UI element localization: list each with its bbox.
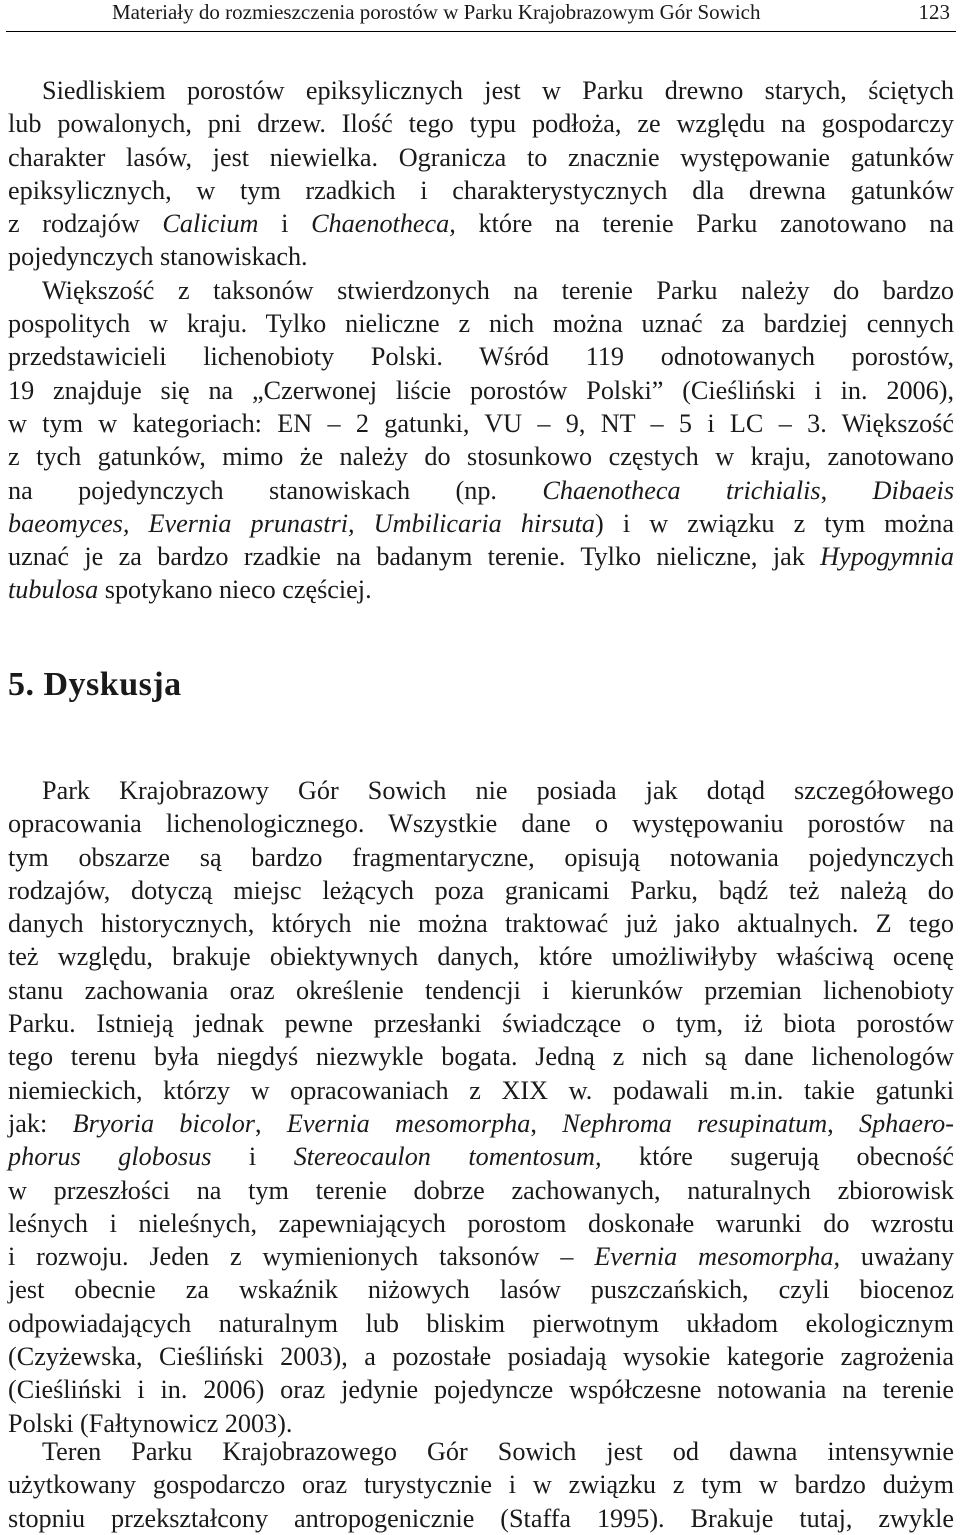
text-run: 19 znajduje się na „Czerwonej liście porostów Polski” (Cieśliński i in. 2006),: [8, 375, 954, 405]
text-line: [8, 141, 954, 174]
text-run: uważany: [840, 1242, 954, 1272]
text-line: [8, 207, 954, 240]
text-run: lub powalonych, pni drzew. Ilość tego typu podłoża, ze względu na gospodarczy: [8, 109, 954, 139]
text-run: które na terenie Parku zanotowano na: [455, 209, 954, 239]
text-line: [8, 1174, 954, 1207]
text-run: ,: [827, 1108, 859, 1138]
taxon-name: phorus globosus: [8, 1142, 212, 1172]
text-run: leśnych i nieleśnych, zapewniających porostom doskonałe warunki do wzrostu: [8, 1208, 954, 1238]
running-title: Materiały do rozmieszczenia porostów w Parku Krajobrazowym Gór Sowich: [112, 0, 761, 24]
text-run: jest obecnie za wskaźnik niżowych lasów puszczańskich, czyli biocenoz: [8, 1275, 954, 1305]
text-run: Większość z taksonów stwierdzonych na terenie Parku należy do bardzo: [42, 275, 954, 305]
text-run: ,: [530, 1108, 563, 1138]
text-run: użytkowany gospodarczo oraz turystycznie i w związku z tym w bardzo dużym: [8, 1470, 954, 1500]
text-run: ) i w związku z tym można: [595, 508, 954, 538]
text-run: niemieckich, którzy w opracowaniach z XIX w. podawali m.in. takie gatunki: [8, 1075, 954, 1105]
text-line: [8, 1074, 954, 1107]
text-line: [8, 940, 954, 973]
text-run: Park Krajobrazowy Gór Sowich nie posiada jak dotąd szczegółowego: [42, 776, 954, 805]
taxon-name: Evernia mesomorpha,: [594, 1242, 841, 1272]
text-line: [8, 1373, 954, 1406]
text-line: [8, 374, 954, 407]
text-line: [8, 340, 954, 373]
text-line: [8, 1007, 954, 1040]
taxon-name: Sphaero-: [858, 1108, 955, 1138]
text-run: Parku. Istnieją jednak pewne przesłanki świadczące o tym, iż biota porostów: [8, 1009, 954, 1039]
text-run: przedstawicieli lichenobioty Polski. Wśród 119 odnotowanych porostów,: [8, 342, 954, 372]
text-run: z rodzajów: [8, 209, 163, 239]
text-line: [8, 74, 954, 107]
text-run: i: [258, 209, 312, 239]
text-line: [8, 407, 954, 440]
page-number: 123: [918, 0, 950, 24]
text-line: [8, 573, 954, 606]
text-line: [8, 307, 954, 340]
text-run: spotykano nieco częściej.: [98, 575, 372, 605]
text-line: [8, 174, 954, 207]
text-run: ,: [820, 475, 873, 505]
taxon-name: Hypogymnia: [820, 542, 954, 572]
text-line: [8, 841, 954, 874]
section-heading: 5. Dyskusja: [8, 666, 182, 703]
text-line: [8, 1140, 954, 1173]
paragraph-epixylic-lichens: [8, 74, 954, 607]
text-run: stanu zachowania oraz określenie tendencji i kierunków przemian lichenobioty: [8, 975, 954, 1005]
text-line: [8, 974, 954, 1007]
text-line: [8, 1307, 954, 1340]
text-line: [8, 474, 954, 507]
text-run: Teren Parku Krajobrazowego Gór Sowich jest od dawna intensywnie: [42, 1437, 954, 1466]
taxon-name: Nephroma resupinatum: [562, 1108, 828, 1138]
text-run: pospolitych w kraju. Tylko nieliczne z nich można uznać za bardziej cennych: [8, 309, 954, 339]
text-line: [8, 1040, 954, 1073]
text-line: [8, 240, 954, 273]
text-run: charakter lasów, jest niewielka. Ogranicza to znacznie występowanie gatunków: [8, 142, 954, 172]
text-line: [8, 1273, 954, 1306]
text-run: danych historycznych, których nie można traktować już jako aktualnych. Z tego: [8, 909, 954, 939]
text-line: [8, 874, 954, 907]
text-run: Polski (Fałtynowicz 2003).: [8, 1408, 293, 1438]
text-run: tym obszarze są bardzo fragmentaryczne, opisują notowania pojedynczych: [8, 842, 954, 872]
text-run: i: [211, 1142, 294, 1172]
text-run: uznać je za bardzo rzadkie na badanym terenie. Tylko nieliczne, jak: [8, 542, 821, 572]
taxon-name: Evernia mesomorpha: [286, 1108, 531, 1138]
text-run: na pojedynczych stanowiskach (np.: [8, 475, 543, 505]
text-run: też względu, brakuje obiektywnych danych, które umożliwiłyby właściwą ocenę: [8, 942, 954, 972]
text-run: ,: [255, 1108, 287, 1138]
text-line: [8, 274, 954, 307]
text-run: (Cieśliński i in. 2006) oraz jedynie pojedyncze współczesne notowania na terenie: [8, 1375, 954, 1405]
text-run: (Czyżewska, Cieśliński 2003), a pozostałe posiadają wysokie kategorie zagrożenia: [8, 1342, 954, 1372]
text-run: które sugerują obecność: [601, 1142, 954, 1172]
taxon-name: Bryoria bicolor: [72, 1108, 255, 1138]
taxon-name: Calicium: [162, 209, 259, 239]
text-run: i rozwoju. Jeden z wymienionych taksonów –: [8, 1242, 595, 1272]
text-run: stopniu przekształcony antropogenicznie (Staffa 1995). Brakuje tutaj, zwykle: [8, 1503, 954, 1533]
paragraph-anthropogenic-change: [8, 1435, 954, 1535]
taxon-name: baeomyces, Evernia prunastri, Umbilicaria hirsuta: [8, 508, 596, 538]
text-line: [8, 540, 954, 573]
paragraph-discussion: [8, 774, 954, 1440]
taxon-name: Stereocaulon tomentosum,: [293, 1142, 602, 1172]
text-line: [8, 907, 954, 940]
text-run: epiksylicznych, w tym rzadkich i charakterystycznych dla drewna gatunków: [8, 175, 954, 205]
text-line: [8, 1107, 954, 1140]
header-rule: [6, 31, 956, 32]
text-line: [8, 1435, 954, 1468]
text-run: pojedynczych stanowiskach.: [8, 242, 308, 272]
text-run: w tym w kategoriach: EN – 2 gatunki, VU – 9, NT – 5 i LC – 3. Większość: [8, 408, 954, 438]
running-header: [0, 0, 960, 36]
text-run: Siedliskiem porostów epiksylicznych jest w Parku drewno starych, ściętych: [42, 76, 954, 105]
taxon-name: tubulosa: [8, 575, 99, 605]
text-line: [8, 1502, 954, 1535]
text-line: [8, 107, 954, 140]
text-line: [8, 1207, 954, 1240]
taxon-name: Dibaeis: [872, 475, 955, 505]
text-run: opracowania lichenologicznego. Wszystkie dane o występowaniu porostów na: [8, 809, 954, 839]
text-line: [8, 440, 954, 473]
text-run: rodzajów, dotyczą miejsc leżących poza granicami Parku, bądź też należą do: [8, 875, 954, 905]
taxon-name: Chaenotheca,: [311, 209, 456, 239]
text-line: [8, 1240, 954, 1273]
text-line: [8, 807, 954, 840]
text-run: tego terenu była niegdyś niezwykle bogata. Jedną z nich są dane lichenologów: [8, 1042, 954, 1072]
text-line: [8, 1468, 954, 1501]
text-run: w przeszłości na tym terenie dobrze zachowanych, naturalnych zbiorowisk: [8, 1175, 954, 1205]
taxon-name: Chaenotheca trichialis: [542, 475, 821, 505]
text-line: [8, 774, 954, 807]
text-line: [8, 1340, 954, 1373]
text-run: jak:: [8, 1108, 73, 1138]
text-run: odpowiadających naturalnym lub bliskim pierwotnym układom ekologicznym: [8, 1308, 954, 1338]
text-line: [8, 507, 954, 540]
text-run: z tych gatunków, mimo że należy do stosunkowo częstych w kraju, zanotowano: [8, 442, 954, 472]
